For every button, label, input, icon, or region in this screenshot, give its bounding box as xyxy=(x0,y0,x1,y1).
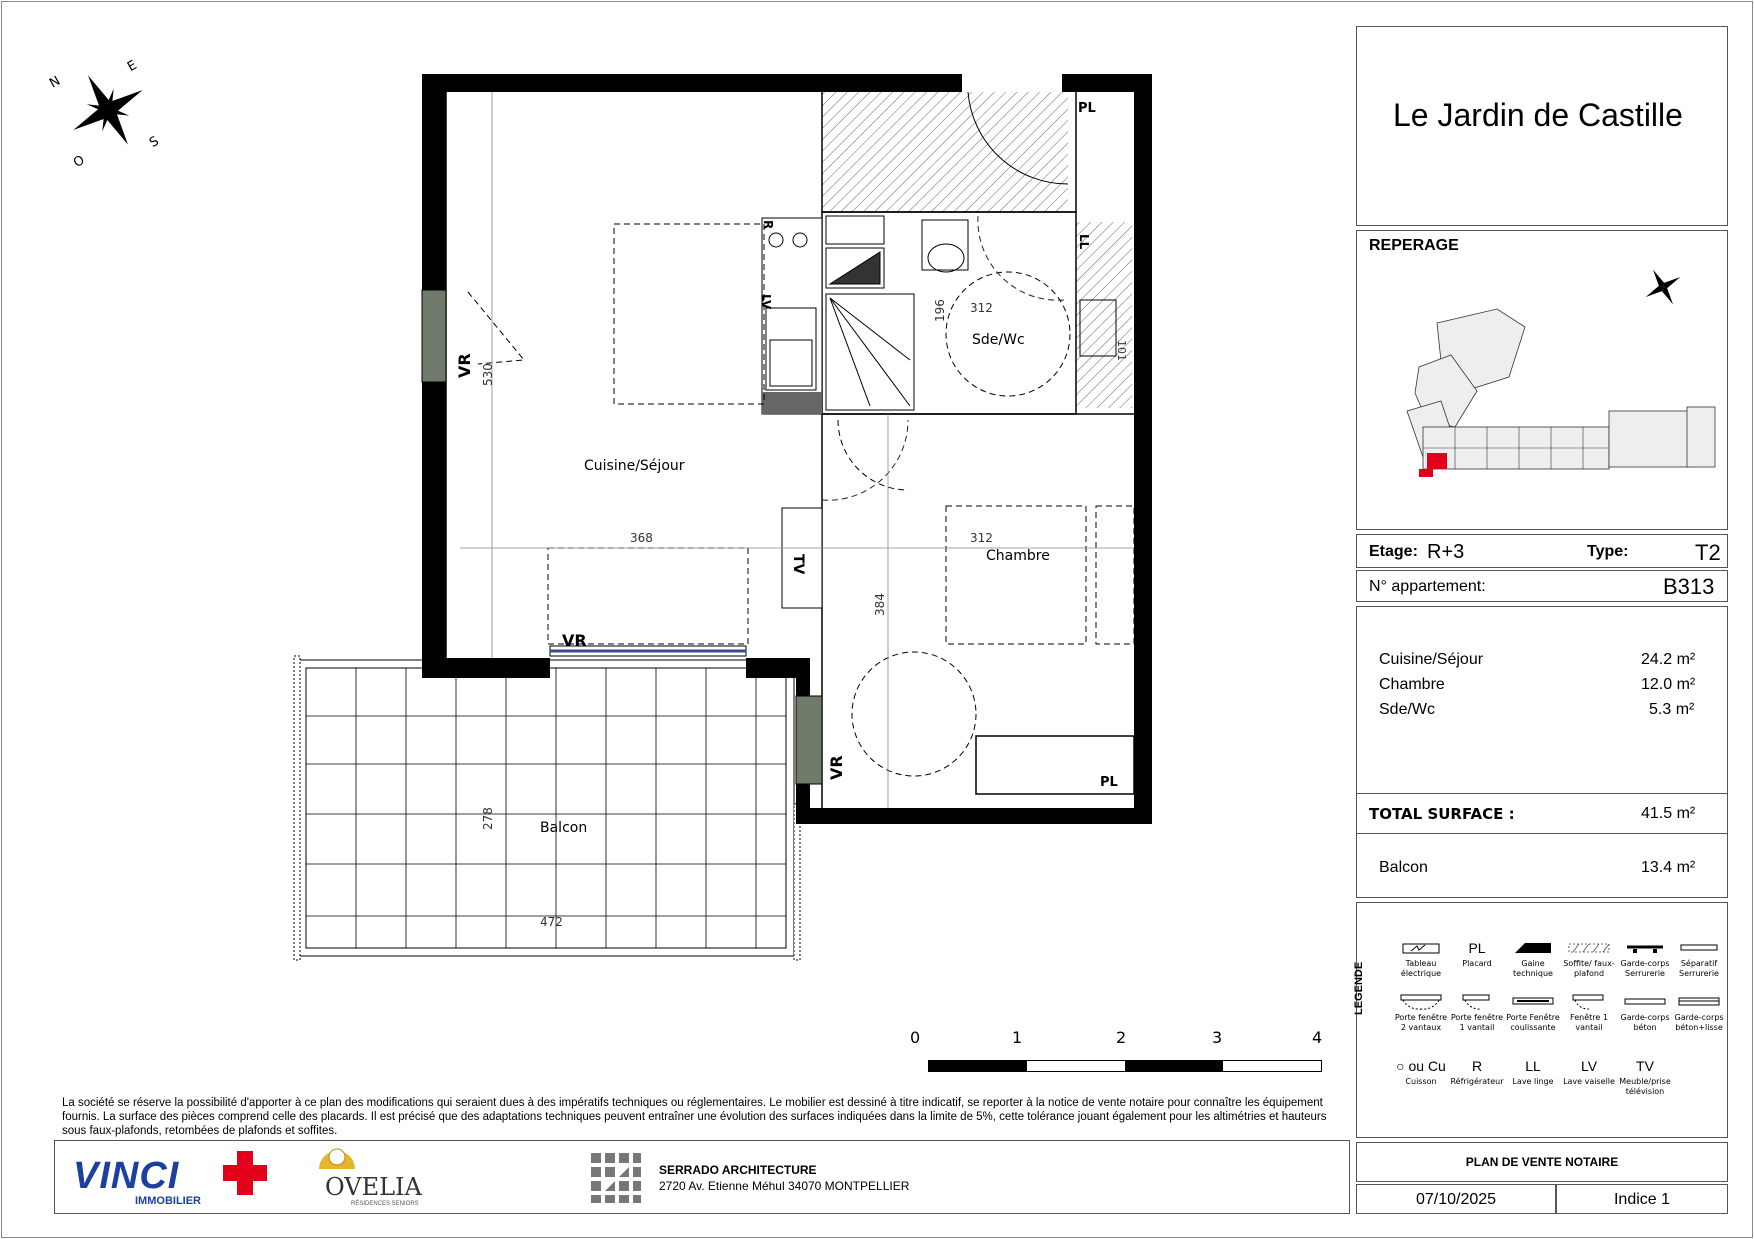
dim-312-chambre: 312 xyxy=(970,531,993,545)
dim-312-sde: 312 xyxy=(970,301,993,315)
room-sejour-label: Cuisine/Séjour xyxy=(584,458,685,474)
apartment-location-marker xyxy=(1427,453,1447,469)
legend-label: Garde-corps Serrurerie xyxy=(1620,959,1670,978)
legend-item-12 xyxy=(1393,1055,1449,1087)
legend-symbol: ○ ou Cu xyxy=(1396,1058,1446,1074)
mark-r: R xyxy=(761,220,775,230)
sliding-icon xyxy=(1505,991,1561,1013)
hatch-icon xyxy=(1561,937,1617,959)
vinci-cross-icon xyxy=(223,1151,267,1195)
legend-item-9 xyxy=(1561,991,1617,1033)
doc-title-box xyxy=(1356,1142,1728,1182)
room-name-0: Cuisine/Séjour xyxy=(1379,651,1484,668)
legend-item-2 xyxy=(1505,937,1561,979)
room-chambre-label: Chambre xyxy=(986,548,1050,564)
legend-label: Meuble/prise télévision xyxy=(1619,1077,1671,1096)
etage-type-box xyxy=(1356,534,1728,568)
legend-item-0 xyxy=(1393,937,1449,979)
architect-name: SERRADO ARCHITECTURE xyxy=(659,1163,817,1177)
separator-icon xyxy=(1671,937,1727,959)
room-name-1: Chambre xyxy=(1379,676,1445,693)
concrete-rail2-icon xyxy=(1671,991,1727,1013)
compass-e: E xyxy=(125,57,140,75)
reperage-box xyxy=(1356,230,1728,530)
dim-101: 101 xyxy=(1115,340,1128,361)
scale-tick-1: 1 xyxy=(1012,1028,1023,1047)
legend-box xyxy=(1353,902,1728,1138)
legend-item-4 xyxy=(1617,937,1673,979)
etage-value: R+3 xyxy=(1427,541,1465,563)
legend-label: Garde-corps béton+lisse xyxy=(1674,1013,1724,1032)
doc-title: PLAN DE VENTE NOTAIRE xyxy=(1465,1155,1619,1169)
project-title: Le Jardin de Castille xyxy=(1393,97,1683,133)
dim-278: 278 xyxy=(481,807,495,830)
legend-label: Porte fenêtre 2 vantaux xyxy=(1394,1013,1448,1032)
site-buildings xyxy=(1407,309,1715,469)
etage-label: Etage: xyxy=(1369,543,1418,560)
kitchen-counter xyxy=(762,218,822,414)
mark-pl-bottom: PL xyxy=(1100,775,1118,790)
door2-icon xyxy=(1393,991,1449,1013)
room-sde-label: Sde/Wc xyxy=(972,332,1025,348)
legend-label: Lave vaiselle xyxy=(1563,1077,1615,1086)
legend-label: Garde-corps béton xyxy=(1620,1013,1670,1032)
legend-item-13 xyxy=(1449,1055,1505,1087)
scale-tick-2: 2 xyxy=(1116,1028,1127,1047)
dim-472: 472 xyxy=(540,915,563,929)
legend-item-16 xyxy=(1617,1055,1673,1097)
legend-item-15 xyxy=(1561,1055,1617,1087)
dim-530: 530 xyxy=(481,363,495,386)
rail-icon xyxy=(1617,937,1673,959)
compass-n: N xyxy=(47,73,64,92)
site-map xyxy=(1357,231,1727,529)
ovelia-sun-icon xyxy=(317,1143,357,1171)
scale-bar xyxy=(928,1060,1322,1072)
legend-label: Séparatif Serrurerie xyxy=(1679,959,1719,978)
legend-label: Porte fenêtre 1 vantail xyxy=(1450,1013,1504,1032)
architect-address: 2720 Av. Etienne Méhul 34070 MONTPELLIER xyxy=(659,1179,910,1193)
total-value: 41.5 m² xyxy=(1641,805,1696,822)
dim-196: 196 xyxy=(933,299,947,322)
apartment-number-box xyxy=(1356,570,1728,602)
vinci-sub: IMMOBILIER xyxy=(135,1195,201,1207)
scale-tick-4: 4 xyxy=(1312,1028,1323,1047)
dim-384: 384 xyxy=(873,593,887,616)
legend-item-8 xyxy=(1505,991,1561,1033)
mark-lv: LV xyxy=(759,294,773,310)
date-box xyxy=(1356,1184,1556,1214)
doc-date: 07/10/2025 xyxy=(1415,1191,1497,1208)
project-title-box xyxy=(1356,26,1728,226)
legend-item-14 xyxy=(1505,1055,1561,1087)
scale-tick-0: 0 xyxy=(910,1028,921,1047)
room-area-2: 5.3 m² xyxy=(1649,701,1695,718)
compass-rose-icon xyxy=(70,72,145,147)
logo-bar xyxy=(54,1140,1350,1214)
legend-label: Soffite/ faux-plafond xyxy=(1563,959,1615,978)
room-name-2: Sde/Wc xyxy=(1379,701,1436,718)
mark-ll: LL xyxy=(1077,234,1091,250)
room-area-1: 12.0 m² xyxy=(1641,676,1696,693)
total-label: TOTAL SURFACE : xyxy=(1369,805,1515,823)
legend-title: LEGENDE xyxy=(1353,961,1365,1015)
disclaimer-text: La société se réserve la possibilité d'apporter à ce plan des modifications qui seraient dues à des impératifs techniques ou réglementaires. Le mobilier est dessiné à titre indicatif, se reporter à la notice de vente notaire pour connaître les équipement fournis. La surface des pièces comprend celle des placards. Il est précisé que des adaptations techniques peuvent entraîner une évolution des surfaces indiquées dans la limite de 5%, cette tolérance jouant également pour les altimétries et hauteurs sous faux-plafonds, retombées de plafonds et soffites. xyxy=(62,1097,1327,1137)
scale-tick-3: 3 xyxy=(1212,1028,1223,1047)
legend-label: Fenêtre 1 vantail xyxy=(1570,1013,1608,1032)
legend-symbol: R xyxy=(1471,1058,1483,1074)
site-compass-icon xyxy=(1644,268,1682,306)
legend-label: Porte Fenêtre coulissante xyxy=(1506,1013,1560,1032)
door1-icon xyxy=(1449,991,1505,1013)
doc-index: Indice 1 xyxy=(1613,1191,1671,1208)
ovelia-sub: RÉSIDENCES SENIORS xyxy=(351,1201,419,1207)
legend-label: Tableau électrique xyxy=(1400,959,1442,978)
legend-item-3 xyxy=(1561,937,1617,979)
room-area-0: 24.2 m² xyxy=(1641,651,1696,668)
apt-label: N° appartement: xyxy=(1369,578,1486,595)
legend-item-6 xyxy=(1393,991,1449,1033)
panel-icon xyxy=(1393,937,1449,959)
serrado-logo-icon xyxy=(591,1153,641,1203)
legend-symbol: LV xyxy=(1580,1058,1598,1074)
mark-tv: TV xyxy=(790,554,806,575)
vinci-logo: VINCI xyxy=(73,1155,180,1197)
legend-label: Lave linge xyxy=(1512,1077,1554,1086)
mark-pl-top: PL xyxy=(1078,101,1096,116)
room-balcon-label: Balcon xyxy=(540,820,588,836)
mark-vr-left: VR xyxy=(455,353,474,378)
legend-item-1 xyxy=(1449,937,1505,969)
surfaces-box xyxy=(1356,606,1728,898)
legend-label: Gaine technique xyxy=(1513,959,1553,978)
apt-value: B313 xyxy=(1663,574,1715,599)
compass-s: S xyxy=(147,133,162,151)
legend-symbol: TV xyxy=(1636,1058,1654,1074)
duct-icon xyxy=(1505,937,1561,959)
legend-item-10 xyxy=(1617,991,1673,1033)
legend-symbol: PL xyxy=(1468,940,1486,956)
legend-label: Placard xyxy=(1462,959,1492,968)
type-label: Type: xyxy=(1587,543,1629,560)
ovelia-logo: OVELIA xyxy=(325,1173,422,1201)
balcony-name: Balcon xyxy=(1379,859,1428,876)
mark-vr-bottom: VR xyxy=(562,631,587,650)
legend-symbol: LL xyxy=(1525,1058,1541,1074)
legend-item-7 xyxy=(1449,991,1505,1033)
window-icon xyxy=(1561,991,1617,1013)
dim-368: 368 xyxy=(630,531,653,545)
type-value: T2 xyxy=(1695,540,1721,565)
balcony-area: 13.4 m² xyxy=(1641,859,1696,876)
legend-item-11 xyxy=(1671,991,1727,1033)
reperage-title: REPERAGE xyxy=(1369,237,1459,254)
index-box xyxy=(1556,1184,1728,1214)
concrete-rail-icon xyxy=(1617,991,1673,1013)
legend-label: Réfrigérateur xyxy=(1450,1077,1504,1086)
legend-label: Cuisson xyxy=(1405,1077,1437,1086)
soffite-hatch xyxy=(822,92,1068,212)
mark-vr-right: VR xyxy=(827,755,846,780)
compass-o: O xyxy=(71,152,88,171)
legend-item-5 xyxy=(1671,937,1727,979)
soffite-hatch-right xyxy=(1076,222,1132,408)
